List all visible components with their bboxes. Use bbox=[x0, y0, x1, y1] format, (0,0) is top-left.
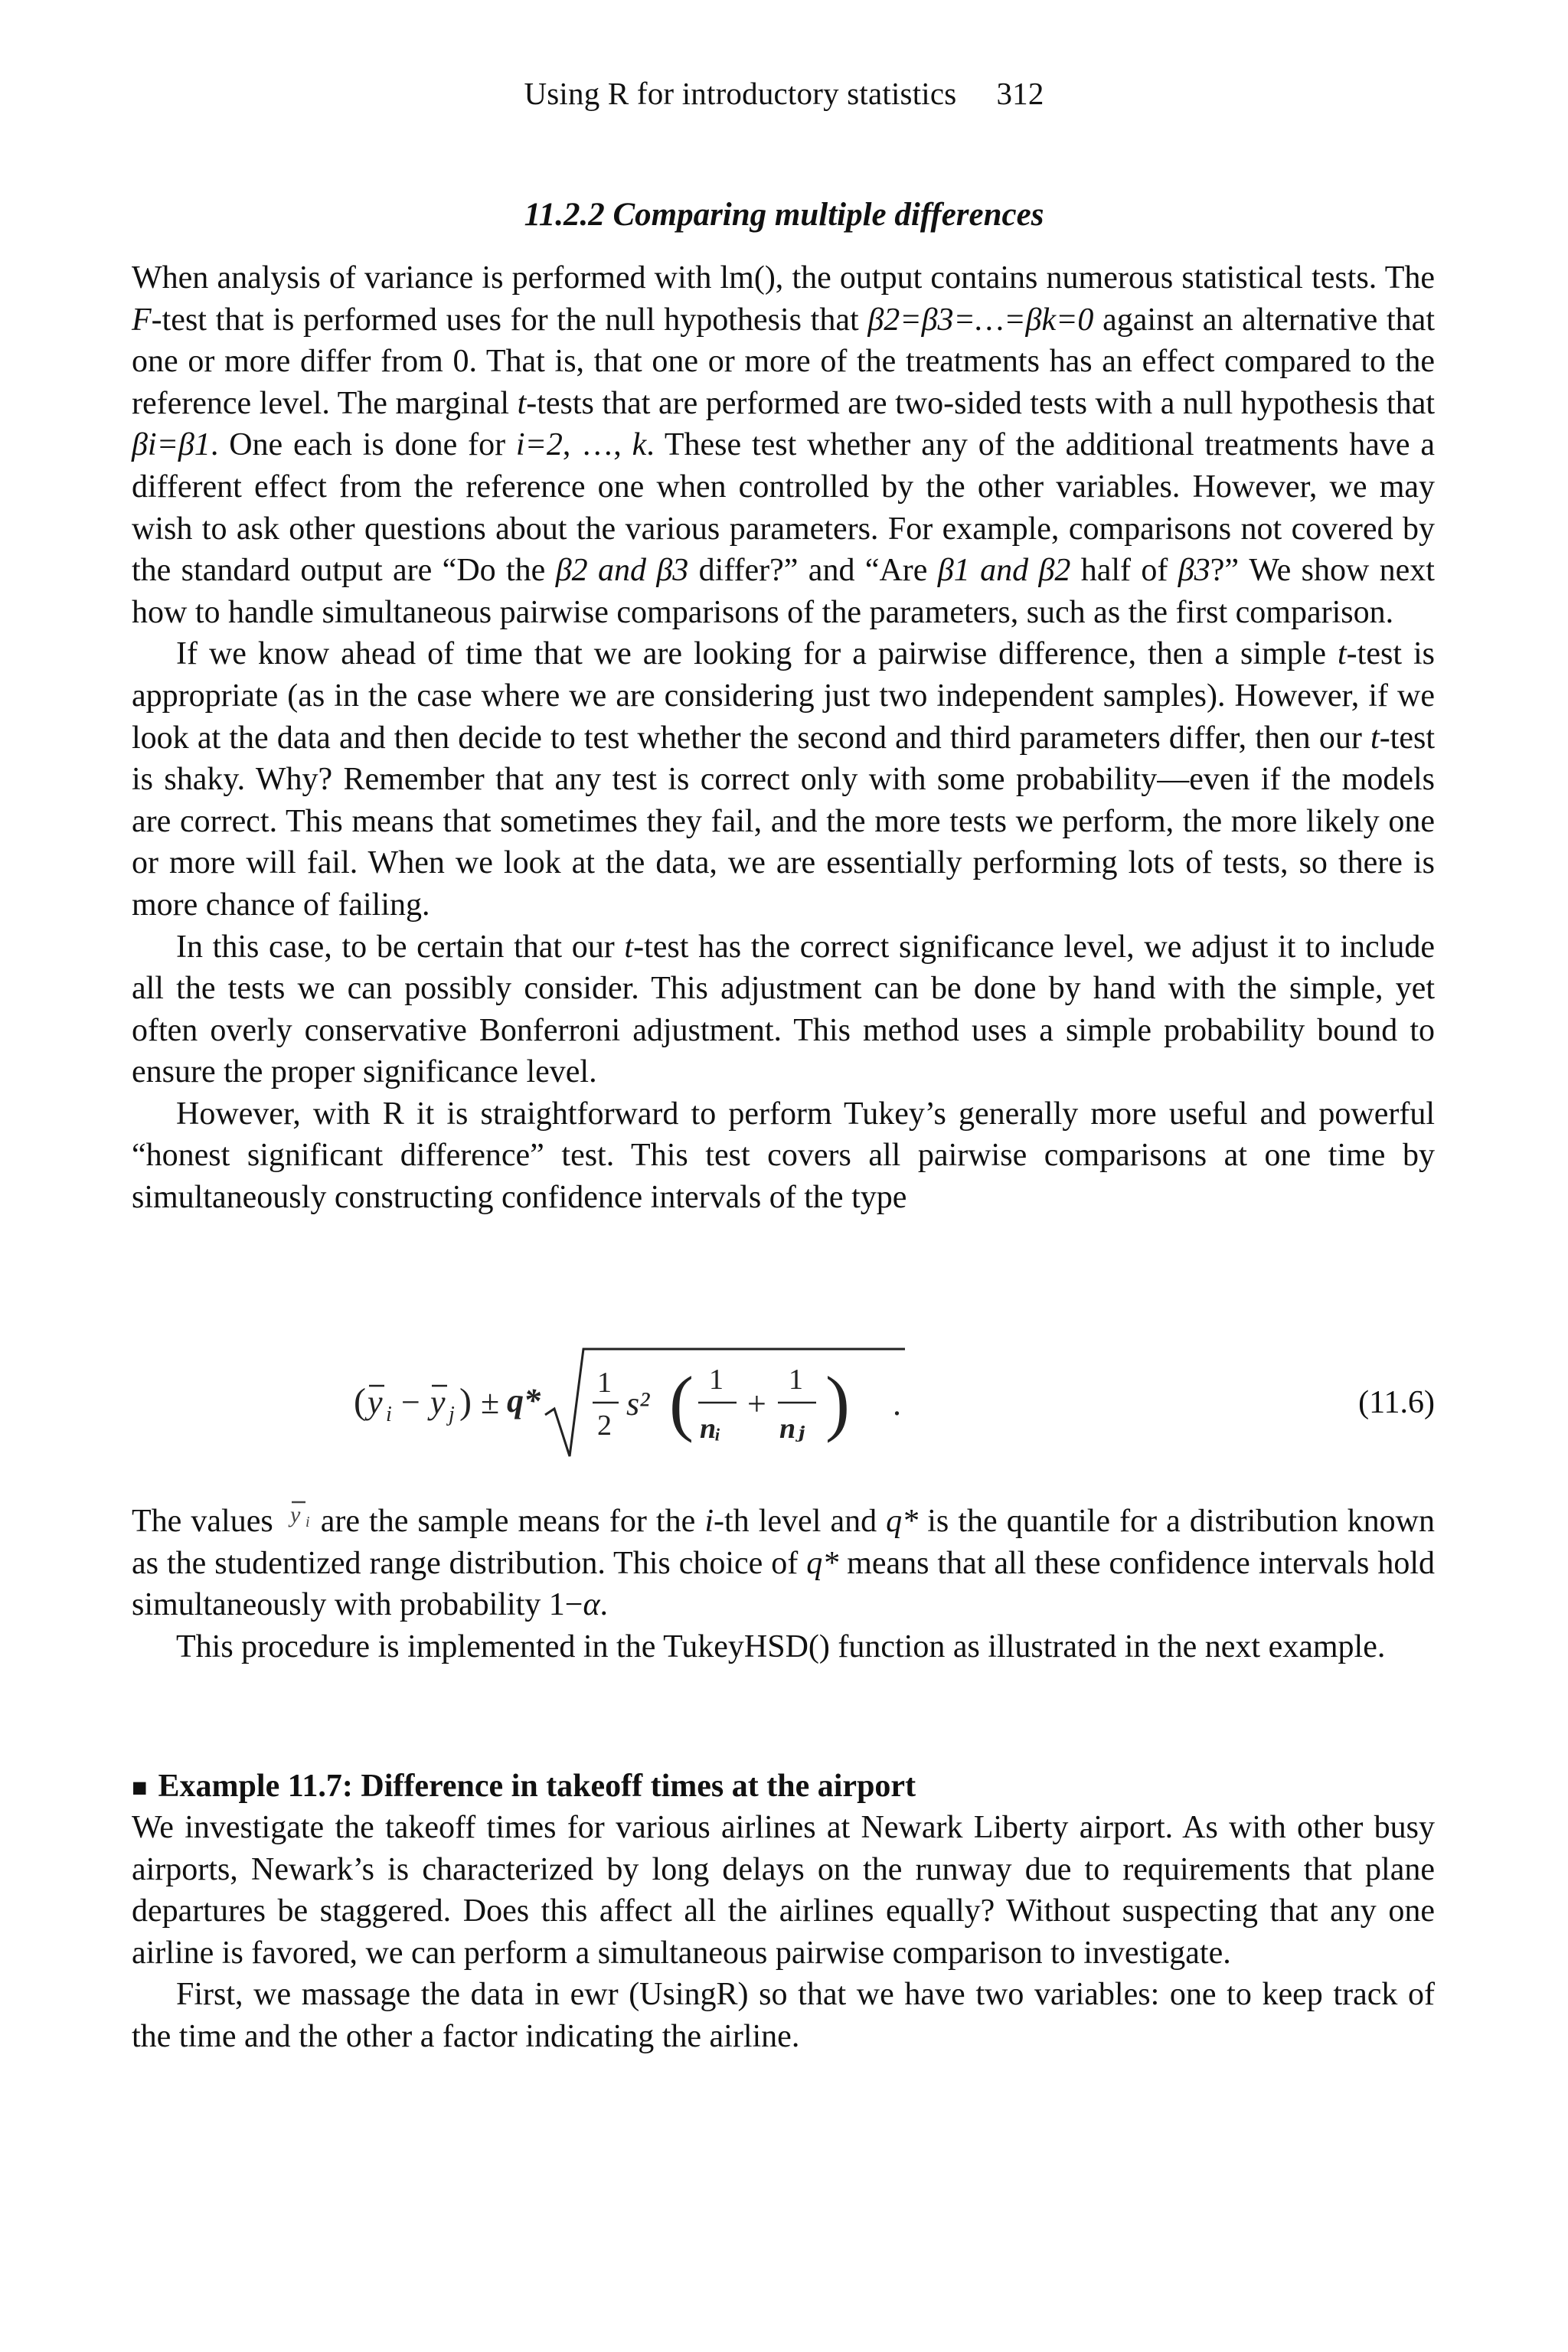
svg-text:j: j bbox=[449, 1403, 455, 1426]
y-bar-i-symbol bbox=[286, 1501, 319, 1531]
example-marker-icon: ■ bbox=[132, 1774, 148, 1802]
paragraph-tukey-hsd: However, with R it is straightforward to perform Tukey’s generally more useful and powerful “honest significant difference” test. This test covers all pairwise comparisons at one time by simultaneously constructing confidence intervals of the type bbox=[132, 1096, 1435, 1216]
s-squared: s² bbox=[626, 1385, 650, 1423]
body-text-block-3 bbox=[132, 1807, 1435, 2058]
paragraph-anova-tests: When analysis of variance is performed with lm(), the output contains numerous statistical tests. The F-test that is performed uses for the null hypothesis that β2=β3=…=βk=0 against an alternative that one or more differ from 0. That is, that one or more of the treatments has an effect compared to the reference level. The marginal t-tests that are performed are two-sided tests with a null hypothesis that βi=β1. One each is done for i=2, …, k. These test whether any of the additional treatments have a different effect from the reference one when controlled by the other variables. However, we may wish to ask other questions about the various parameters. For example, comparisons not covered by the standard output are “Do the β2 and β3 differ?” and “Are β1 and β2 half of β3?” We show next how to handle simultaneous pairwise comparisons of the parameters, such as the first comparison. bbox=[132, 260, 1436, 630]
svg-text:y: y bbox=[368, 1383, 383, 1421]
n-i: nᵢ bbox=[700, 1413, 721, 1445]
svg-text:i: i bbox=[305, 1514, 310, 1530]
svg-text:(: ( bbox=[669, 1361, 694, 1443]
null-hypothesis-expr: β2=β3=…=βk=0 bbox=[867, 302, 1094, 338]
paragraph-tukeyhsd-function: This procedure is implemented in the TukeyHSD() function as illustrated in the next example. bbox=[176, 1628, 1386, 1664]
section-title: 11.2.2 Comparing multiple differences bbox=[524, 197, 1044, 233]
running-header bbox=[0, 75, 1568, 112]
svg-text:(: ( bbox=[354, 1381, 366, 1422]
svg-text:i: i bbox=[386, 1403, 392, 1426]
plus-sign: + bbox=[747, 1385, 766, 1423]
half-numerator: 1 bbox=[597, 1367, 612, 1399]
paragraph-example-intro: We investigate the takeoff times for various airlines at Newark Liberty airport. As with other busy airports, Newark’s is characterized by long delays on the runway due to requirements that plane departures be staggered. Does this affect all the airlines equally? Without suspecting that any one airline is favored, we can perform a simultaneous pairwise comparison to investigate. bbox=[132, 1810, 1435, 1971]
running-title: Using R for introductory statistics bbox=[524, 76, 957, 111]
paragraph-example-data: First, we massage the data in ewr (UsingR) so that we have two variables: one to keep track of the time and the other a factor indicating the airline. bbox=[132, 1977, 1435, 2054]
svg-text:y: y bbox=[289, 1502, 301, 1527]
svg-text:−: − bbox=[401, 1383, 420, 1421]
equation-11-6 bbox=[132, 1341, 1435, 1472]
paragraph-pairwise-difference: If we know ahead of time that we are looking for a pairwise difference, then a simple t-test is appropriate (as in the case where we are considering just two independent samples). However, if we look at the data and then decide to test whether the second and third parameters differ, then our t-test is shaky. Why? Remember that any test is correct only with some probability—even if the models are correct. This means that sometimes they fail, and the more tests we perform, the more likely one or more will fail. When we look at the data, we are essentially performing lots of tests, so there is more chance of failing. bbox=[132, 636, 1435, 923]
body-text-block-2 bbox=[132, 1501, 1435, 1668]
page-number: 312 bbox=[996, 76, 1044, 111]
q-star: q* bbox=[507, 1382, 541, 1419]
n-j: nⱼ bbox=[779, 1413, 805, 1445]
fraction-one-a: 1 bbox=[709, 1364, 724, 1396]
svg-text:.: . bbox=[893, 1385, 901, 1423]
svg-text:y: y bbox=[430, 1383, 446, 1421]
svg-text:): ) bbox=[459, 1381, 472, 1422]
example-heading bbox=[132, 1766, 1435, 1809]
svg-text:): ) bbox=[825, 1361, 850, 1443]
plus-minus-sign: ± bbox=[481, 1383, 500, 1421]
example-title: Example 11.7: Difference in takeoff times at the airport bbox=[158, 1769, 916, 1804]
confidence-interval-formula bbox=[354, 1341, 905, 1472]
paragraph-sample-means: The values y i are the sample means for the i-th level and q* is the quantile for a distribution known as the studentized range distribution. This choice of q* means that all these confidence intervals hold simultaneously with probability 1−α. bbox=[132, 1502, 1435, 1623]
paragraph-bonferroni: In this case, to be certain that our t-test has the correct significance level, we adjust it to include all the tests we can possibly consider. This adjustment can be done by hand with the simple, yet often overly conservative Bonferroni adjustment. This method uses a simple probability bound to ensure the proper significance level. bbox=[132, 929, 1435, 1090]
half-denominator: 2 bbox=[597, 1410, 612, 1442]
equation-number: (11.6) bbox=[1358, 1385, 1435, 1420]
fraction-one-b: 1 bbox=[789, 1364, 803, 1396]
body-text-block-1 bbox=[132, 257, 1435, 1219]
